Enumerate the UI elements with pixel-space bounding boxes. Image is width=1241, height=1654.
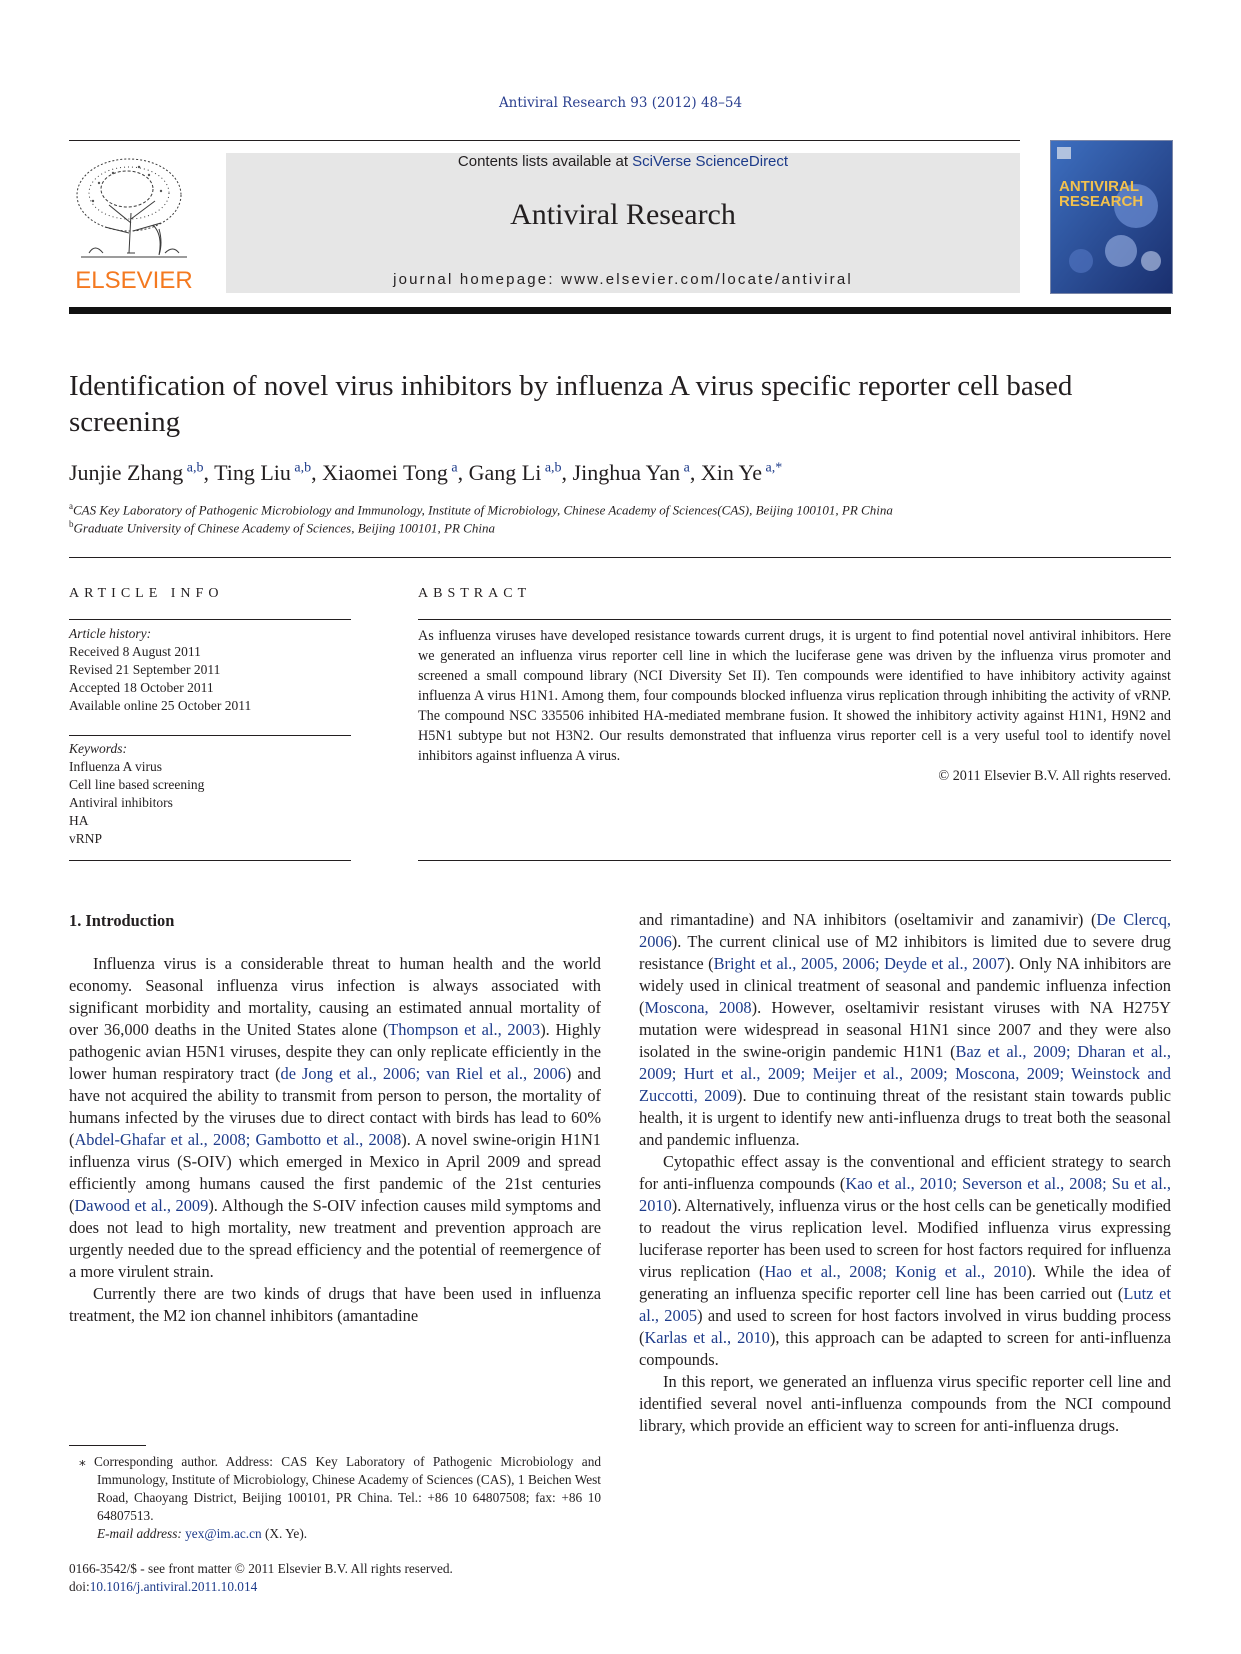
footnote-text: Corresponding author. Address: CAS Key Laboratory of Pathogenic Microbiology and Immunology, Institute of Microbiology, Chinese Academy of Sciences (CAS), 1 Beichen West Road, Chaoyang District, Beijing 100101, PR China. Tel.: +86 10 64807508; fax: +86 10 64807513. xyxy=(94,1454,602,1523)
journal-name: Antiviral Research xyxy=(510,198,736,231)
paragraph-text: In this report, we generated an influenza virus specific reporter cell line and identified several novel anti-influenza compounds from the NCI compound library, which provide an efficient way to screen for anti-influenza drugs. xyxy=(639,1372,1171,1435)
author-list xyxy=(69,460,1169,486)
doi-link[interactable]: 10.1016/j.antiviral.2011.10.014 xyxy=(89,1579,258,1594)
journal-cover-thumbnail[interactable] xyxy=(1050,140,1173,294)
citation-link[interactable]: Thompson et al., 2003 xyxy=(388,1020,541,1039)
cover-title xyxy=(1059,179,1143,209)
corresponding-author-footnote xyxy=(69,1453,601,1543)
article-info-heading: ARTICLE INFO xyxy=(69,586,224,601)
journal-homepage-link[interactable]: journal homepage: www.elsevier.com/locate/antiviral xyxy=(393,271,853,288)
body-left-column xyxy=(69,953,601,1327)
keyword-item: Cell line based screening xyxy=(69,777,205,792)
journal-citation[interactable]: Antiviral Research 93 (2012) 48–54 xyxy=(498,95,743,111)
cover-title-line-2: RESEARCH xyxy=(1059,193,1144,210)
paragraph-text: ) and used to screen for host factors involved in virus budding process ( xyxy=(639,1306,1172,1347)
author-affiliation-mark[interactable]: a,* xyxy=(761,460,783,476)
paragraph-text: ) and have not acquired the ability to transmit from person to person, the mortality of humans infected by the viruses due to direct contact with birds has lead to 60% ( xyxy=(69,1064,602,1149)
paragraph-text: ). Highly pathogenic avian H5N1 viruses, despite they can only replicate efficiently in the lower human respiratory tract ( xyxy=(69,1020,602,1083)
paragraph-text: Influenza virus is a considerable threat to human health and the world economy. Seasonal influenza virus infection is always associated with significant morbidity and mortality, causing an estimated annual mortality of over 36,000 deaths in the United States alone ( xyxy=(69,954,601,1039)
citation-link[interactable]: Moscona, 2008 xyxy=(644,998,752,1017)
section-heading-introduction: 1. Introduction xyxy=(69,911,175,930)
intro-paragraph-1 xyxy=(69,953,601,1283)
elsevier-wordmark: ELSEVIER xyxy=(75,267,193,294)
author-name[interactable]: Xin Ye xyxy=(700,460,762,485)
author-affiliation-mark[interactable]: a,b xyxy=(290,460,312,476)
citation-link[interactable]: de Jong et al., 2006; van Riel et al., 2006 xyxy=(280,1064,566,1083)
intro-paragraph-4 xyxy=(639,1371,1171,1437)
author-separator: , xyxy=(689,460,701,485)
abstract-copyright: © 2011 Elsevier B.V. All rights reserved. xyxy=(938,768,1171,784)
citation-link[interactable]: Kao et al., 2010; Severson et al., 2008; Su et al., 2010 xyxy=(639,1174,1171,1215)
paragraph-text: ). Only NA inhibitors are widely used in clinical treatment of seasonal and pandemic influenza infection ( xyxy=(639,954,1171,1017)
body-right-column xyxy=(639,909,1171,1437)
history-received: Received 8 August 2011 xyxy=(69,644,201,659)
author-affiliation-mark[interactable]: a xyxy=(447,460,458,476)
affiliation-text: CAS Key Laboratory of Pathogenic Microbiology and Immunology, Institute of Microbiology, Chinese Academy of Sciences(CAS), Beijing 100101, PR China xyxy=(73,502,893,518)
author-affiliation-mark[interactable]: a xyxy=(680,460,690,476)
author-affiliation-mark[interactable]: a,b xyxy=(183,460,204,476)
affiliation-mark: b xyxy=(69,519,74,529)
header-thick-rule xyxy=(69,307,1171,314)
email-suffix: (X. Ye). xyxy=(261,1526,308,1541)
affiliation-a xyxy=(69,501,1169,518)
citation-link[interactable]: Hao et al., 2008; Konig et al., 2010 xyxy=(764,1262,1027,1281)
article-history-label: Article history: xyxy=(69,626,152,641)
author-affiliation-mark[interactable]: a,b xyxy=(541,460,562,476)
email-label: E-mail address: xyxy=(97,1526,182,1541)
elsevier-logo[interactable] xyxy=(69,153,199,295)
tree-icon xyxy=(69,153,199,265)
author-name[interactable]: Junjie Zhang xyxy=(69,460,184,485)
citation-link[interactable]: Abdel-Ghafar et al., 2008; Gambotto et al., 2008 xyxy=(74,1130,402,1149)
intro-paragraph-2 xyxy=(69,1283,601,1327)
intro-paragraph-2-continued xyxy=(639,909,1171,1151)
paragraph-text: Currently there are two kinds of drugs that have been used in influenza treatment, the M2 ion channel inhibitors (amantadine xyxy=(69,1284,601,1325)
paragraph-text: ). While the idea of generating an influenza specific reporter cell line has been carried out ( xyxy=(639,1262,1171,1303)
article-history xyxy=(69,625,351,715)
abstract-text: As influenza viruses have developed resistance towards current drugs, it is urgent to find potential novel antiviral inhibitors. Here we generated an influenza virus reporter cell line in which the luciferase gene was driven by the influenza virus promoter and screened a small compound library (NCI Diversity Set II). Ten compounds were identified to have inhibitory activity against influenza A virus H1N1. Among them, four compounds blocked influenza virus replication through inhibiting the activity of vRNP. The compound NSC 335506 inhibited HA-mediated membrane fusion. It showed the inhibitory activity against H1N1, H9N2 and H5N1 subtype but not H3N2. Our results demonstrated that influenza virus reporter cell is a very useful tool to identify novel inhibitors against influenza A virus. xyxy=(418,628,1171,764)
history-revised: Revised 21 September 2011 xyxy=(69,662,221,677)
citation-link[interactable]: Lutz et al., 2005 xyxy=(639,1284,1172,1325)
paragraph-text: and rimantadine) and NA inhibitors (oseltamivir and zanamivir) ( xyxy=(639,910,1097,929)
header-rule xyxy=(69,140,1020,141)
citation-link[interactable]: Baz et al., 2009; Dharan et al., 2009; Hurt et al., 2009; Meijer et al., 2009; Moscona, 2009; Weinstock and Zuccotti, 2009 xyxy=(639,1042,1171,1105)
affiliation-mark: a xyxy=(69,501,73,511)
citation-link[interactable]: Karlas et al., 2010 xyxy=(644,1328,770,1347)
article-info-bottom-rule xyxy=(69,860,351,861)
author-name[interactable]: Jinghua Yan xyxy=(572,460,681,485)
author-name[interactable]: Xiaomei Tong xyxy=(322,460,448,485)
email-link[interactable]: yex@im.ac.cn xyxy=(185,1526,262,1541)
paragraph-text: ). Due to continuing threat of the resistant stain towards public health, it is urgent to identify new anti-influenza drugs to treat both the seasonal and pandemic influenza. xyxy=(639,1086,1171,1149)
keywords-rule xyxy=(69,735,351,736)
contents-line xyxy=(226,153,1020,170)
abstract-bottom-rule xyxy=(418,860,1171,861)
keyword-item: Antiviral inhibitors xyxy=(69,795,173,810)
paragraph-text: ). A novel swine-origin H1N1 influenza virus (S-OIV) which emerged in Mexico in April 2009 and spread efficiently among humans caused the first pandemic of the 21st centuries ( xyxy=(69,1130,601,1215)
author-separator: , xyxy=(457,460,469,485)
sciencedirect-link[interactable]: SciVerse ScienceDirect xyxy=(632,153,789,170)
abstract xyxy=(418,626,1171,786)
keyword-item: vRNP xyxy=(69,831,103,846)
citation-link[interactable]: Bright et al., 2005, 2006; Deyde et al., 2007 xyxy=(713,954,1006,973)
article-info-rule xyxy=(69,619,351,620)
contents-prefix: Contents lists available at xyxy=(457,153,633,170)
paragraph-text: ). Although the S-OIV infection causes mild symptoms and does not lead to high mortality, new treatment and prevention approach are urgently needed due to the spread efficiency and the potential of reemergence of a more virulent strain. xyxy=(69,1196,601,1281)
abstract-rule xyxy=(418,619,1171,620)
author-separator: , xyxy=(203,460,215,485)
paragraph-text: ). The current clinical use of M2 inhibitors is limited due to severe drug resistance ( xyxy=(639,932,1171,973)
issn-line: 0166-3542/$ - see front matter © 2011 Elsevier B.V. All rights reserved. xyxy=(69,1561,453,1576)
keyword-item: HA xyxy=(69,813,89,828)
abstract-heading: ABSTRACT xyxy=(418,586,532,601)
keyword-item: Influenza A virus xyxy=(69,759,162,774)
cover-title-line-1: ANTIVIRAL xyxy=(1059,178,1139,195)
doi-prefix: doi: xyxy=(69,1579,90,1594)
author-separator: , xyxy=(561,460,573,485)
journal-cover-image xyxy=(1051,141,1172,293)
journal-banner xyxy=(226,153,1020,293)
paragraph-text: ). However, oseltamivir resistant viruses with NA H275Y mutation were widespread in seasonal H1N1 since 2007 and they were also isolated in the swine-origin pandemic H1N1 ( xyxy=(639,998,1171,1061)
affiliation-b xyxy=(69,519,1169,536)
citation-link[interactable]: Dawood et al., 2009 xyxy=(74,1196,209,1215)
author-separator: , xyxy=(311,460,323,485)
paragraph-text: Cytopathic effect assay is the conventional and efficient strategy to search for anti-influenza compounds ( xyxy=(639,1152,1171,1193)
paragraph-text: ). Alternatively, influenza virus or the host cells can be genetically modified to readout the virus replication level. Modified influenza virus expressing luciferase reporter has been used to screen for host factors required for influenza virus replication ( xyxy=(639,1196,1171,1281)
keywords-label: Keywords: xyxy=(69,741,127,756)
intro-paragraph-3 xyxy=(639,1151,1171,1371)
front-matter-footer xyxy=(69,1560,669,1596)
author-name[interactable]: Gang Li xyxy=(468,460,542,485)
citation-link[interactable]: De Clercq, 2006 xyxy=(639,910,1172,951)
keywords xyxy=(69,740,351,848)
title-rule xyxy=(69,557,1171,558)
footnote-star: ⁎ xyxy=(79,1454,86,1469)
history-online: Available online 25 October 2011 xyxy=(69,698,252,713)
history-accepted: Accepted 18 October 2011 xyxy=(69,680,214,695)
author-name[interactable]: Ting Liu xyxy=(214,460,291,485)
affiliation-text: Graduate University of Chinese Academy of Sciences, Beijing 100101, PR China xyxy=(73,520,495,536)
paragraph-text: ), this approach can be adapted to screen for anti-influenza compounds. xyxy=(639,1328,1171,1369)
article-title: Identification of novel virus inhibitors by influenza A virus specific reporter cell based screening xyxy=(69,370,1073,438)
footnote-rule xyxy=(69,1445,146,1446)
